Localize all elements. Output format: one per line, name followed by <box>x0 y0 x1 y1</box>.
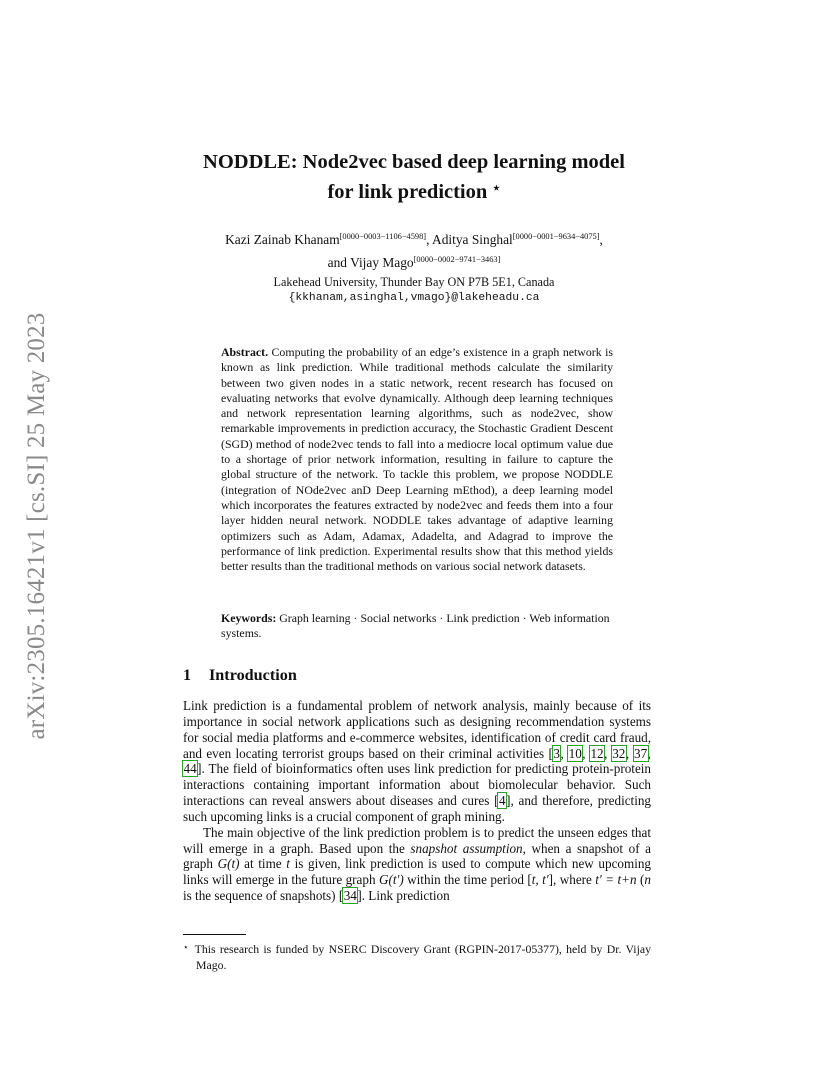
author-conjunction: and <box>327 255 351 270</box>
author-line-2 <box>150 250 678 273</box>
intro-text: within the time period [ <box>403 872 532 888</box>
citation-link[interactable]: 44 <box>183 761 197 777</box>
author-separator: , <box>599 232 603 247</box>
arxiv-sidebar-stamp <box>21 290 53 762</box>
citation-link[interactable]: 3 <box>553 745 560 761</box>
intro-text: The main objective of the link prediction problem is to predict the unseen edges that will emerge in a graph. Based upon the <box>183 824 651 856</box>
introduction-body <box>183 698 651 904</box>
abstract-block <box>221 345 613 574</box>
intro-emphasis: snapshot assumption <box>410 840 523 856</box>
footnote <box>183 940 651 973</box>
author-name: Kazi Zainab Khanam <box>225 232 340 247</box>
affiliation-institution: Lakehead University, Thunder Bay ON P7B 5E1, Canada <box>273 275 555 289</box>
footnote-mark: ⋆ <box>183 942 189 952</box>
section-heading <box>183 666 297 685</box>
intro-paragraph-1: Link prediction is a fundamental problem of network analysis, mainly because of its importance in social network applications such as designing recommendation systems for social media platforms and e-commerce websites, identification of credit card fraud, and even locating terrorist groups based on their criminal activities [3, 10, 12, 32, 37, 44]. The field of bioinformatics often uses link prediction for predicting protein-protein interactions containing important information about biomolecular behavior. Such interactions can reveal answers about diseases and cures [4], and therefore, predicting such upcoming links is a crucial component of graph mining. <box>183 698 651 824</box>
citation-link[interactable]: 32 <box>612 745 626 761</box>
intro-math: G(t) <box>217 856 240 872</box>
intro-text: ( <box>636 872 645 888</box>
intro-text: is the sequence of snapshots) [ <box>183 888 344 904</box>
citation-link[interactable]: 10 <box>568 745 582 761</box>
intro-text: , when a snapshot of a graph <box>183 840 652 872</box>
citation-link[interactable]: 12 <box>590 745 604 761</box>
title-line-1: NODDLE: Node2vec based deep learning model <box>203 151 625 173</box>
author-orcid: [0000−0002−9741−3463] <box>413 255 501 264</box>
abstract-text: Computing the probability of an edge’s existence in a graph network is known as link prediction. While traditional methods calculate the similarity between two given nodes in a static network, recent research has focused on evaluating networks that evolve dynamically. Although deep learning techniques and network representation learning algorithms, such as node2vec, show remarkable improvements in prediction accuracy, the Stochastic Gradient Descent (SGD) method of node2vec tends to fall into a mediocre local optimum value due to a shortage of prior network information, resulting in failure to capture the global structure of the network. To tackle this problem, we propose NODDLE (integration of NOde2vec anD Deep Learning mEthod), a deep learning model which incorporates the features extracted by node2vec and feeds them into a four layer hidden neural network. NODDLE takes advantage of adaptive learning optimizers such as Adam, Adamax, Adadelta, and Adagrad to improve the performance of link prediction. Experimental results show that this method yields better results than the traditional methods on various social network datasets. <box>221 345 613 574</box>
author-orcid: [0000−0003−1106−4598] <box>339 232 427 241</box>
intro-text: ], where <box>548 872 596 888</box>
intro-math: G(t′) <box>378 872 404 888</box>
section-number: 1 <box>183 666 192 684</box>
intro-math: t′ = t+n <box>595 872 637 888</box>
citation-link[interactable]: 34 <box>343 888 357 904</box>
intro-text: ]. The field of bioinformatics often uses link prediction for predicting protein-protein interactions containing important information about biomolecular behavior. Such interactions can reveal answers about diseases and cures [ <box>183 761 651 809</box>
intro-paragraph-2 <box>183 825 651 904</box>
keywords-block <box>221 611 613 642</box>
paper-title <box>150 150 678 205</box>
keywords-text: Graph learning · Social networks · Link prediction · Web information systems. <box>221 611 610 641</box>
title-footnote-mark: ⋆ <box>492 180 501 195</box>
author-orcid: [0000−0001−9634−4075] <box>512 232 600 241</box>
author-name: Aditya Singhal <box>432 232 513 247</box>
intro-text: at time <box>239 856 287 872</box>
intro-math: n <box>644 872 651 888</box>
author-line-1 <box>150 227 678 250</box>
arxiv-identifier: arXiv:2305.16421v1 [cs.SI] 25 May 2023 <box>23 312 50 740</box>
abstract-label: Abstract. <box>221 345 269 359</box>
citation-link[interactable]: 37 <box>634 745 648 761</box>
intro-text: ]. Link prediction <box>357 888 450 904</box>
intro-text: ], and therefore, predicting such upcoming links is a crucial component of graph mining. <box>183 793 651 824</box>
keywords-label: Keywords: <box>221 611 277 625</box>
title-line-2 <box>150 175 678 205</box>
intro-math: t <box>286 856 290 872</box>
intro-math: t, t′ <box>531 872 549 888</box>
section-title: Introduction <box>209 666 297 684</box>
footnote-rule <box>183 934 246 935</box>
affiliation-email: {kkhanam,asinghal,vmago}@lakeheadu.ca <box>288 292 540 304</box>
author-separator: , <box>426 232 433 247</box>
intro-text: Link prediction is a fundamental problem of network analysis, mainly because of its importance in social network applications such as designing recommendation systems for social media platforms and e-commerce websites, identification of credit card fraud, and even locating terrorist groups based on their criminal activities [ <box>183 698 651 761</box>
author-name: Vijay Mago <box>350 255 414 270</box>
title-line-2-text: for link prediction <box>327 181 488 203</box>
author-list <box>150 227 678 273</box>
footnote-text: This research is funded by NSERC Discovery Grant (RGPIN-2017-05377), held by Dr. Vijay Mago. <box>194 942 651 972</box>
intro-text: is given, link prediction is used to compute which new upcoming links will emerge in the future graph <box>183 856 651 888</box>
affiliation-block <box>150 274 678 306</box>
citation-link[interactable]: 4 <box>498 793 506 809</box>
